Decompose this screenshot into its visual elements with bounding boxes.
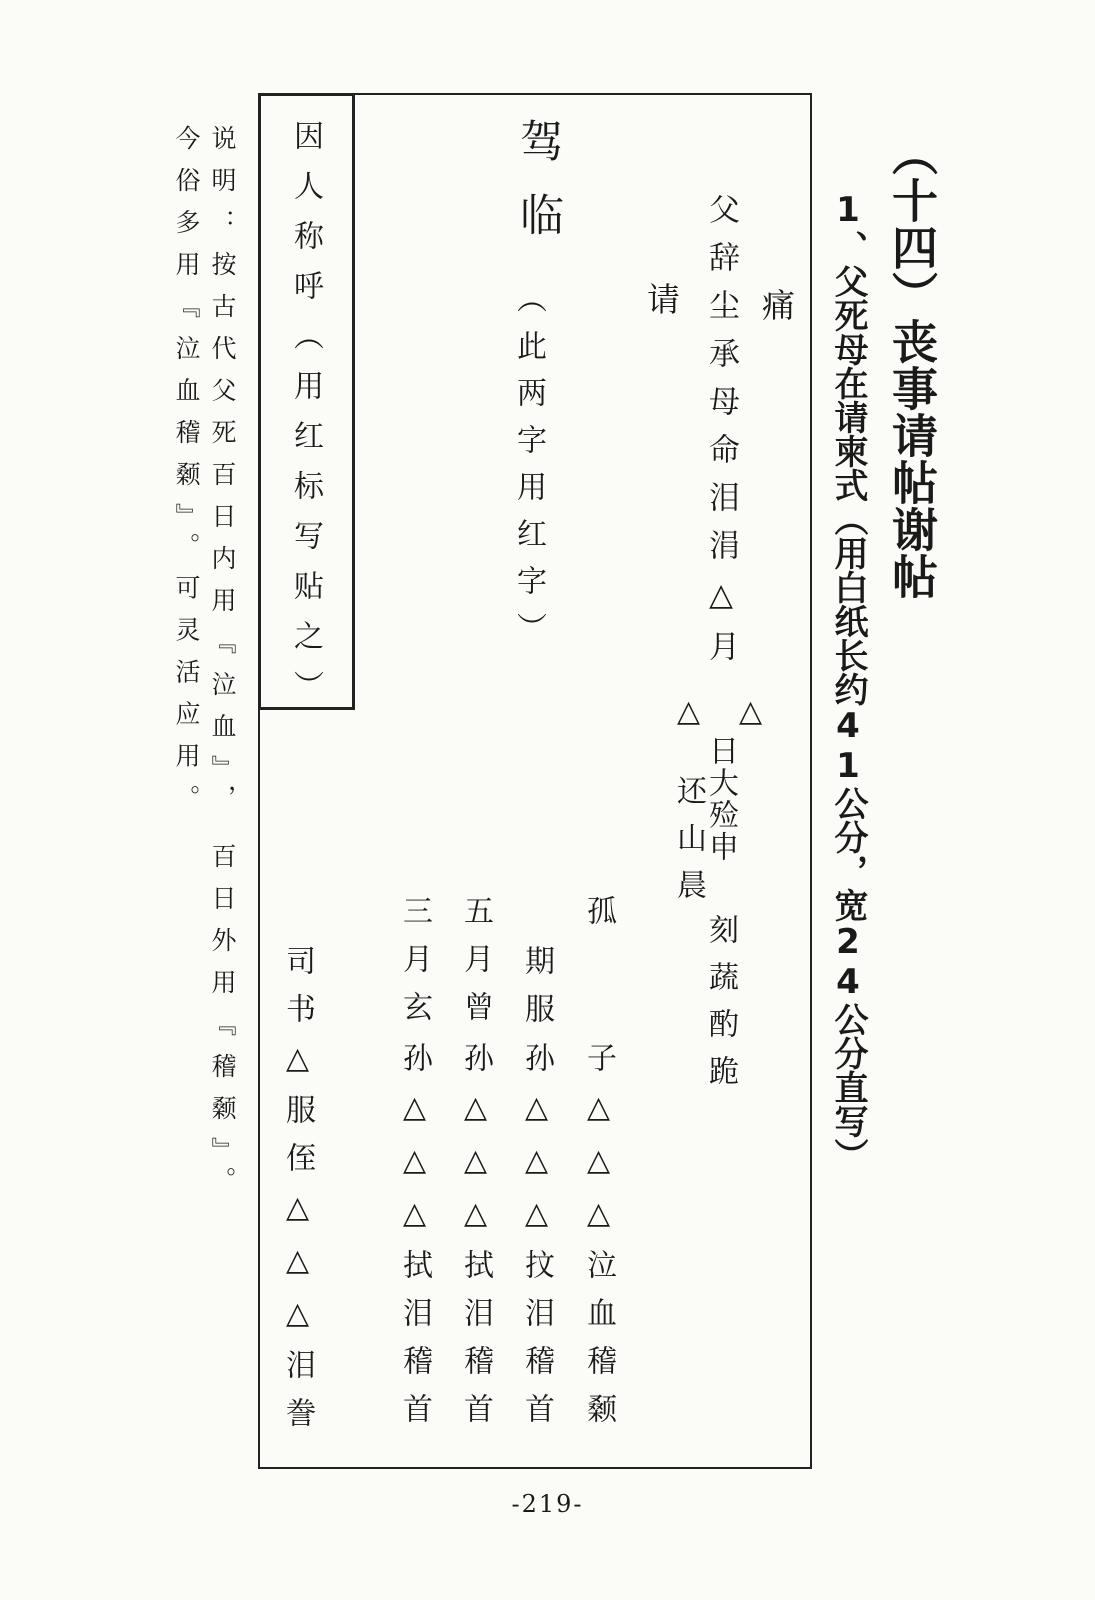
signature-title: 五月曾 xyxy=(458,895,493,1039)
triangle-right: △ xyxy=(733,694,768,729)
signature-name: 孙△△△抆泪稽首 xyxy=(519,1042,554,1441)
signature-name: 孙△△△拭泪稽首 xyxy=(397,1042,432,1441)
signature-name: 孙△△△拭泪稽首 xyxy=(458,1042,493,1441)
text-huanshan: 还山晨 xyxy=(671,775,706,916)
signature-title: 期服 xyxy=(519,945,554,1041)
text-tong: 痛 xyxy=(757,288,796,321)
text-main-line: 父辞尘承母命泪涓△月 xyxy=(703,193,739,678)
red-label-text: 因人称呼（用红标写贴之） xyxy=(288,120,323,720)
subtitle: 1、父死母在请柬式（用白纸长约41公分，宽24公分直写） xyxy=(828,190,868,1172)
scribe-line: 司书△服侄△△△泪誊 xyxy=(280,945,315,1445)
text-jialin: 驾临 xyxy=(512,118,563,266)
text-ri-da: 日大殓申 xyxy=(703,735,738,863)
red-characters-note: （此两字用红字） xyxy=(511,283,546,659)
triangle-left: △ xyxy=(671,694,706,729)
explanation-line-1: 说明：按古代父死百日内用『泣血』， xyxy=(208,125,237,827)
explanation-line-2: 今俗多用『泣血稽颡』。可灵活应用。 xyxy=(172,125,201,827)
signature-name: 子△△△泣血稽颡 xyxy=(581,1042,616,1441)
signature-title: 三月玄 xyxy=(397,895,432,1039)
section-title: （十四）丧事请帖谢帖 xyxy=(885,130,939,600)
text-qing: 请 xyxy=(642,282,681,315)
page-number: -219- xyxy=(511,1490,584,1518)
signature-title: 孤 xyxy=(581,895,616,925)
text-keshu: 刻蔬酌跪 xyxy=(703,914,738,1102)
explanation-line-1b: 百日外用『稽颡』。 xyxy=(208,843,237,1209)
